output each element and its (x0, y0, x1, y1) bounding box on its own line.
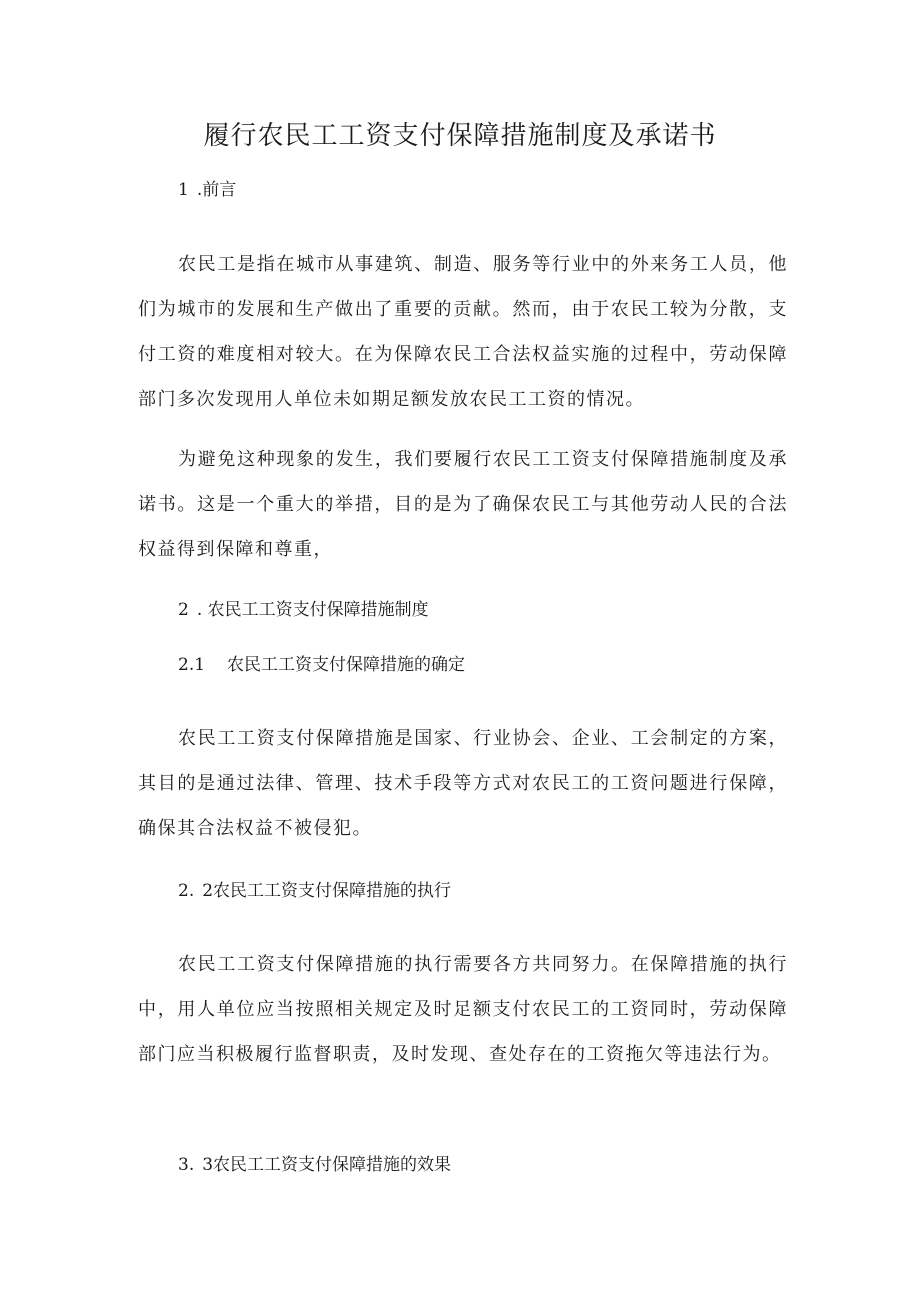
section-heading-preface (178, 177, 236, 203)
section-heading-text: . 农民工工资支付保障措施制度 (196, 600, 429, 620)
paragraph-execution: 农民工工资支付保障措施的执行需要各方共同努力。在保障措施的执行中，用人单位应当按照相关规定及时足额支付农民工的工资同时，劳动保障部门应当积极履行监督职责，及时发现、查处存在的工资拖欠等违法行为。 (138, 954, 788, 1065)
section-number: 3. (178, 1155, 195, 1175)
paragraph-purpose: 为避免这种现象的发生，我们要履行农民工工资支付保障措施制度及承诺书。这是一个重大的举措，目的是为了确保农民工与其他劳动人民的合法权益得到保障和尊重， (138, 449, 788, 560)
section-number: 1 (178, 180, 189, 200)
section-number: 2.1 (178, 655, 206, 675)
section-heading-text: 农民工工资支付保障措施的确定 (227, 655, 466, 675)
section-heading-execution (178, 878, 451, 904)
document-title: 履行农民工工资支付保障措施制度及承诺书 (203, 121, 717, 151)
section-heading-text: .前言 (196, 180, 237, 200)
section-heading-text: 2农民工工资支付保障措施的执行 (202, 881, 452, 901)
section-heading-text: 3农民工工资支付保障措施的效果 (202, 1155, 452, 1175)
section-heading-effect (178, 1152, 451, 1178)
section-number: 2 (178, 600, 189, 620)
paragraph-intro: 农民工是指在城市从事建筑、制造、服务等行业中的外来务工人员，他们为城市的发展和生产做出了重要的贡献。然而，由于农民工较为分散，支付工资的难度相对较大。在为保障农民工合法权益实施的过程中，劳动保障部门多次发现用人单位未如期足额发放农民工工资的情况。 (138, 254, 788, 410)
paragraph-definition: 农民工工资支付保障措施是国家、行业协会、企业、工会制定的方案，其目的是通过法律、管理、技术手段等方式对农民工的工资问题进行保障，确保其合法权益不被侵犯。 (138, 728, 788, 839)
section-heading-determination (178, 652, 465, 678)
section-heading-system (178, 597, 429, 623)
section-number: 2. (178, 881, 195, 901)
